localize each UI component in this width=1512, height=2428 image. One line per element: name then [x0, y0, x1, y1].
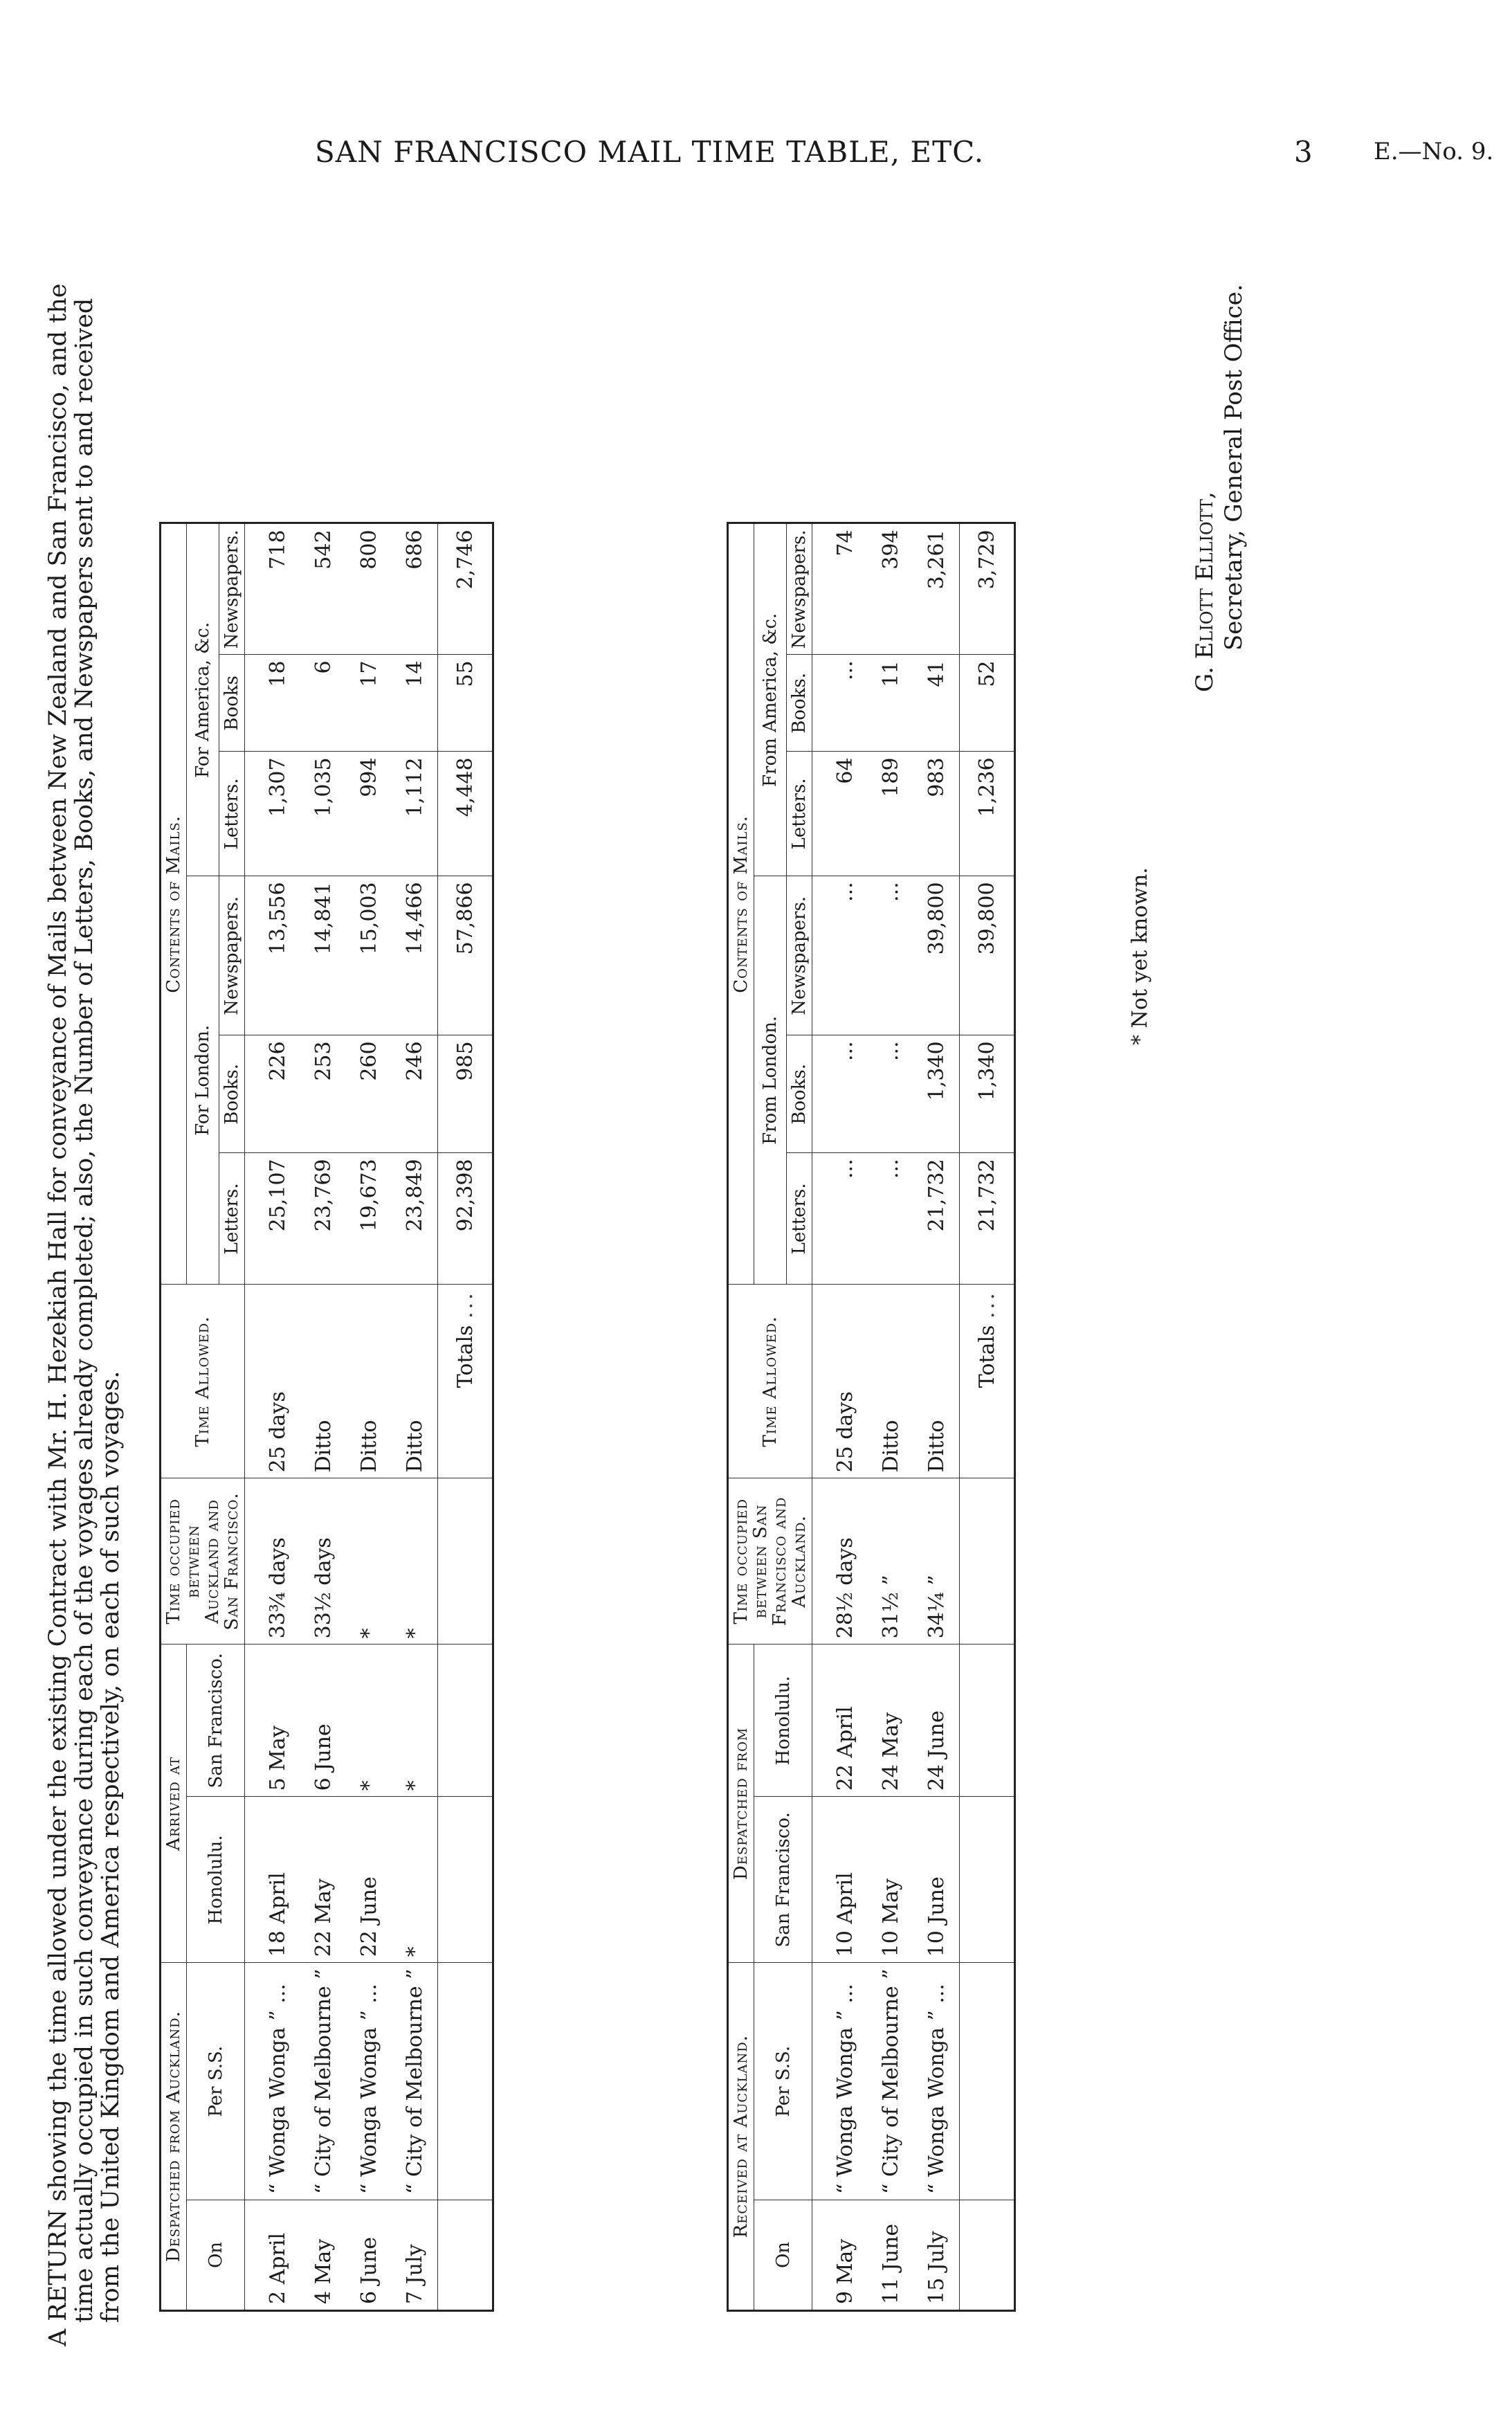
- occupied-cell: 33¾ days: [245, 1478, 301, 1645]
- books-cell: 260: [346, 1035, 392, 1153]
- honolulu-cell: *: [392, 1797, 438, 1963]
- newspapers-cell: 394: [868, 523, 913, 655]
- contents-header: Contents of Mails.: [728, 523, 754, 1285]
- books-cell: ...: [868, 1035, 913, 1153]
- newspapers-cell: 718: [245, 523, 301, 655]
- allowed-cell: 25 days: [245, 1285, 301, 1478]
- intro-line: A RETURN showing the time allowed under the existing Contract with Mr. H. Hezekiah Hall for conveyance of Mails between New Zealand and San Francisco, and the: [44, 283, 72, 2346]
- san-francisco-cell: *: [392, 1645, 438, 1797]
- newspapers-cell: ...: [868, 876, 913, 1035]
- honolulu-cell: 22 May: [300, 1797, 346, 1963]
- newspapers-cell: 14,841: [300, 876, 346, 1035]
- books-cell: 1,340: [913, 1035, 960, 1153]
- letters-cell: 994: [346, 752, 392, 876]
- empty-cell: [438, 1797, 493, 1963]
- books-cell: 253: [300, 1035, 346, 1153]
- empty-cell: [960, 1645, 1015, 1797]
- inward-mail-table: [727, 522, 1016, 2312]
- ship-cell: “ Wonga Wonga ” ...: [245, 1963, 301, 2200]
- occupied-cell: *: [346, 1478, 392, 1645]
- time-allowed-header: Time Allowed.: [161, 1285, 245, 1478]
- ship-cell: “ Wonga Wonga ” ...: [913, 1963, 960, 2200]
- newspapers-cell: 542: [300, 523, 346, 655]
- honolulu-column-header: Honolulu.: [187, 1797, 245, 1963]
- total-letters-cell: 92,398: [438, 1153, 493, 1285]
- total-newspapers-cell: 57,866: [438, 876, 493, 1035]
- page-header: [0, 135, 1512, 176]
- letters-column-header: Letters.: [787, 752, 812, 876]
- intro-line: time actually occupied in such conveyance during each of the voyages already completed; also, the Number of Letters, Books, and Newspapers sent to and received: [71, 298, 98, 2323]
- newspapers-cell: 14,466: [392, 876, 438, 1035]
- total-books-cell: 52: [960, 655, 1015, 752]
- date-cell: 6 June: [346, 2200, 392, 2311]
- total-books-cell: 55: [438, 655, 493, 752]
- total-letters-cell: 4,448: [438, 752, 493, 876]
- books-column-header: Books.: [787, 655, 812, 752]
- ship-column-header: Per S.S.: [187, 1963, 245, 2200]
- letters-cell: 23,849: [392, 1153, 438, 1285]
- despatched-header: Despatched from Auckland.: [161, 1963, 187, 2311]
- intro-line: from the United Kingdom and America respectively, on each of such voyages.: [97, 1370, 125, 2323]
- ship-cell: “ Wonga Wonga ” ...: [346, 1963, 392, 2200]
- signatory-name: G. Eliott Elliott,: [1191, 491, 1219, 692]
- ship-column-header: Per S.S.: [754, 1963, 812, 2200]
- honolulu-column-header: Honolulu.: [754, 1645, 812, 1797]
- time-occupied-header: Time occupied between Auckland and San Francisco.: [161, 1478, 245, 1645]
- newspapers-column-header: Newspapers.: [219, 876, 245, 1035]
- books-cell: ...: [812, 655, 868, 752]
- total-newspapers-cell: 39,800: [960, 876, 1015, 1035]
- newspapers-cell: 686: [392, 523, 438, 655]
- for-london-header: For London.: [187, 876, 219, 1285]
- books-column-header: Books: [219, 655, 245, 752]
- despatched-from-header: Despatched from: [728, 1645, 754, 1963]
- empty-cell: [438, 1645, 493, 1797]
- date-cell: 9 May: [812, 2200, 868, 2311]
- letters-cell: 21,732: [913, 1153, 960, 1285]
- books-cell: 14: [392, 655, 438, 752]
- contents-header: Contents of Mails.: [161, 523, 187, 1285]
- newspapers-cell: 800: [346, 523, 392, 655]
- from-london-header: From London.: [754, 876, 787, 1285]
- from-america-header: From America, &c.: [754, 523, 787, 876]
- newspapers-cell: 13,556: [245, 876, 301, 1035]
- date-cell: 11 June: [868, 2200, 913, 2311]
- date-cell: 7 July: [392, 2200, 438, 2311]
- san-francisco-column-header: San Francisco.: [187, 1645, 245, 1797]
- books-column-header: Books.: [219, 1035, 245, 1153]
- table-row: [346, 523, 392, 2311]
- allowed-cell: Ditto: [346, 1285, 392, 1478]
- page-number: 3: [1294, 135, 1313, 169]
- newspapers-cell: 15,003: [346, 876, 392, 1035]
- totals-row: [960, 523, 1015, 2311]
- letters-column-header: Letters.: [219, 752, 245, 876]
- ship-cell: “ City of Melbourne ”: [300, 1963, 346, 2200]
- san-francisco-cell: 6 June: [300, 1645, 346, 1797]
- newspapers-column-header: Newspapers.: [219, 523, 245, 655]
- letters-cell: 1,307: [245, 752, 301, 876]
- empty-cell: [438, 1478, 493, 1645]
- san-francisco-cell: 10 June: [913, 1797, 960, 1963]
- allowed-cell: 25 days: [812, 1285, 868, 1478]
- table-row: [812, 523, 868, 2311]
- time-occupied-header: Time occupied between San Francisco and Auckland.: [728, 1478, 812, 1645]
- rotated-page-body: [0, 208, 1453, 2353]
- total-newspapers-cell: 2,746: [438, 523, 493, 655]
- total-letters-cell: 21,732: [960, 1153, 1015, 1285]
- on-column-header: On: [754, 2200, 812, 2311]
- empty-cell: [960, 2200, 1015, 2311]
- san-francisco-cell: *: [346, 1645, 392, 1797]
- san-francisco-cell: 5 May: [245, 1645, 301, 1797]
- intro-paragraph: [45, 270, 124, 2346]
- received-header: Received at Auckland.: [728, 1963, 754, 2311]
- empty-cell: [438, 2200, 493, 2311]
- empty-cell: [960, 1478, 1015, 1645]
- occupied-cell: *: [392, 1478, 438, 1645]
- occupied-cell: 28½ days: [812, 1478, 868, 1645]
- table-row: [300, 523, 346, 2311]
- honolulu-cell: 24 May: [868, 1645, 913, 1797]
- honolulu-cell: 18 April: [245, 1797, 301, 1963]
- on-column-header: On: [187, 2200, 245, 2311]
- newspapers-cell: ...: [812, 876, 868, 1035]
- letters-cell: 189: [868, 752, 913, 876]
- allowed-cell: Ditto: [913, 1285, 960, 1478]
- total-books-cell: 985: [438, 1035, 493, 1153]
- books-cell: 6: [300, 655, 346, 752]
- san-francisco-cell: 10 April: [812, 1797, 868, 1963]
- books-cell: ...: [812, 1035, 868, 1153]
- signature-block: [1190, 284, 1248, 692]
- table-row: [913, 523, 960, 2311]
- occupied-cell: 31½ ”: [868, 1478, 913, 1645]
- table-row: [392, 523, 438, 2311]
- newspapers-cell: 3,261: [913, 523, 960, 655]
- books-cell: 17: [346, 655, 392, 752]
- totals-label: Totals ...: [960, 1285, 1015, 1478]
- letters-cell: 1,112: [392, 752, 438, 876]
- honolulu-cell: 24 June: [913, 1645, 960, 1797]
- total-books-cell: 1,340: [960, 1035, 1015, 1153]
- honolulu-cell: 22 June: [346, 1797, 392, 1963]
- occupied-cell: 33½ days: [300, 1478, 346, 1645]
- books-cell: 246: [392, 1035, 438, 1153]
- signatory-title: Secretary, General Post Office.: [1220, 284, 1248, 651]
- occupied-cell: 34¼ ”: [913, 1478, 960, 1645]
- honolulu-cell: 22 April: [812, 1645, 868, 1797]
- empty-cell: [960, 1797, 1015, 1963]
- ship-cell: “ City of Melbourne ”: [868, 1963, 913, 2200]
- letters-cell: ...: [812, 1153, 868, 1285]
- books-cell: 41: [913, 655, 960, 752]
- date-cell: 2 April: [245, 2200, 301, 2311]
- table-row: [245, 523, 301, 2311]
- for-america-header: For America, &c.: [187, 523, 219, 876]
- time-allowed-header: Time Allowed.: [728, 1285, 812, 1478]
- total-newspapers-cell: 3,729: [960, 523, 1015, 655]
- san-francisco-column-header: San Francisco.: [754, 1797, 812, 1963]
- totals-row: [438, 523, 493, 2311]
- newspapers-cell: 74: [812, 523, 868, 655]
- newspapers-cell: 39,800: [913, 876, 960, 1035]
- letters-column-header: Letters.: [219, 1153, 245, 1285]
- allowed-cell: Ditto: [392, 1285, 438, 1478]
- totals-label: Totals ...: [438, 1285, 493, 1478]
- letters-column-header: Letters.: [787, 1153, 812, 1285]
- books-cell: 18: [245, 655, 301, 752]
- document-reference: E.—No. 9.: [1374, 138, 1494, 165]
- newspapers-column-header: Newspapers.: [787, 523, 812, 655]
- empty-cell: [438, 1963, 493, 2200]
- letters-cell: ...: [868, 1153, 913, 1285]
- page-title: SAN FRANCISCO MAIL TIME TABLE, ETC.: [315, 135, 985, 169]
- newspapers-column-header: Newspapers.: [787, 876, 812, 1035]
- date-cell: 4 May: [300, 2200, 346, 2311]
- letters-cell: 23,769: [300, 1153, 346, 1285]
- arrived-header: Arrived at: [161, 1645, 187, 1963]
- footnote: * Not yet known.: [1128, 867, 1152, 1045]
- letters-cell: 1,035: [300, 752, 346, 876]
- ship-cell: “ Wonga Wonga ” ...: [812, 1963, 868, 2200]
- books-cell: 226: [245, 1035, 301, 1153]
- allowed-cell: Ditto: [300, 1285, 346, 1478]
- letters-cell: 983: [913, 752, 960, 876]
- letters-cell: 25,107: [245, 1153, 301, 1285]
- letters-cell: 19,673: [346, 1153, 392, 1285]
- date-cell: 15 July: [913, 2200, 960, 2311]
- books-column-header: Books.: [787, 1035, 812, 1153]
- ship-cell: “ City of Melbourne ”: [392, 1963, 438, 2200]
- letters-cell: 64: [812, 752, 868, 876]
- empty-cell: [960, 1963, 1015, 2200]
- san-francisco-cell: 10 May: [868, 1797, 913, 1963]
- outward-mail-table: [159, 522, 494, 2312]
- table-row: [868, 523, 913, 2311]
- books-cell: 11: [868, 655, 913, 752]
- allowed-cell: Ditto: [868, 1285, 913, 1478]
- total-letters-cell: 1,236: [960, 752, 1015, 876]
